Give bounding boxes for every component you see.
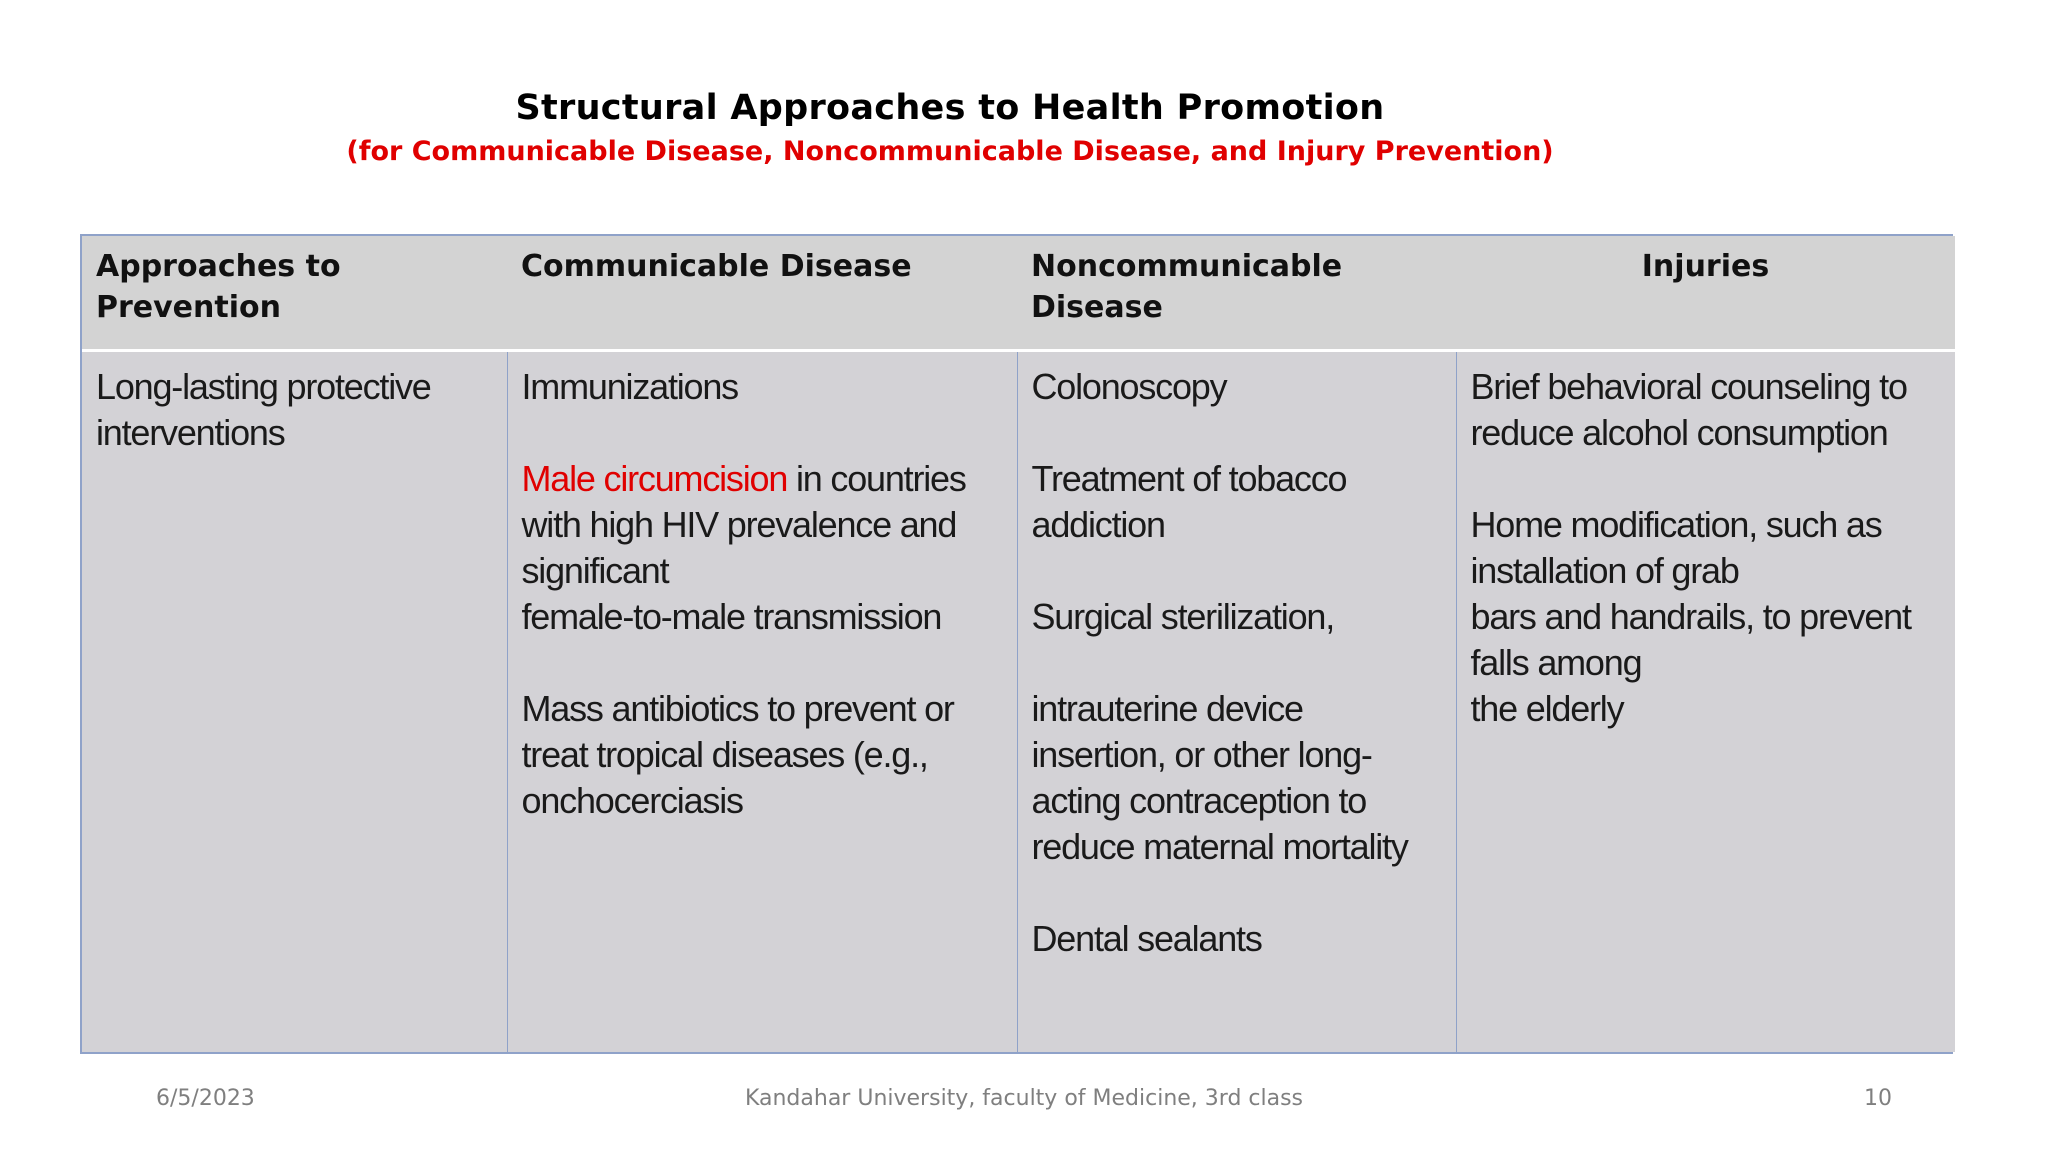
home-mod-line3: the elderly	[1470, 687, 1624, 729]
circumcision-rest: in countries with high HIV prevalence and significant	[521, 457, 966, 591]
approach-text: Long-lasting protective interventions	[96, 365, 431, 453]
home-mod-line1: Home modification, such as installation of grab	[1470, 503, 1882, 591]
noncommunicable-tobacco: Treatment of tobacco addiction	[1031, 457, 1347, 545]
header-approaches: Approaches to Prevention	[82, 236, 507, 350]
footer-page-number: 10	[1864, 1086, 1892, 1111]
header-injuries: Injuries	[1456, 236, 1955, 350]
injuries-home-modification	[1471, 502, 1942, 732]
communicable-immunizations: Immunizations	[521, 365, 738, 407]
cell-injuries	[1456, 350, 1955, 1052]
highlight-male-circumcision: Male circumcision	[521, 457, 788, 499]
footer-date: 6/5/2023	[156, 1086, 255, 1111]
injuries-counseling: Brief behavioral counseling to reduce alcohol consumption	[1470, 365, 1907, 453]
header-communicable: Communicable Disease	[507, 236, 1017, 350]
circumcision-line2: female-to-male transmission	[521, 595, 942, 637]
table-header-row	[82, 236, 1955, 350]
footer-institution: Kandahar University, faculty of Medicine, 3rd class	[744, 1086, 1304, 1111]
communicable-circumcision	[522, 456, 1003, 640]
slide-title: Structural Approaches to Health Promotion	[515, 88, 1385, 128]
noncommunicable-colonoscopy: Colonoscopy	[1031, 365, 1227, 407]
noncommunicable-sealants: Dental sealants	[1031, 917, 1262, 959]
cell-communicable	[507, 350, 1017, 1052]
cell-noncommunicable	[1017, 350, 1456, 1052]
home-mod-line2: bars and handrails, to prevent falls among	[1470, 595, 1911, 683]
noncommunicable-contraception: intrauterine device insertion, or other long-acting contraception to reduce maternal mortality	[1031, 687, 1408, 867]
table-row	[82, 350, 1955, 1052]
noncommunicable-sterilization: Surgical sterilization,	[1031, 595, 1335, 637]
slide-subtitle: (for Communicable Disease, Noncommunicable Disease, and Injury Prevention)	[346, 136, 1554, 167]
cell-approach	[82, 350, 507, 1052]
prevention-table	[80, 234, 1953, 1054]
header-noncommunicable: Noncommunicable Disease	[1017, 236, 1456, 350]
communicable-antibiotics: Mass antibiotics to prevent or treat tropical diseases (e.g., onchocerciasis	[521, 687, 954, 821]
